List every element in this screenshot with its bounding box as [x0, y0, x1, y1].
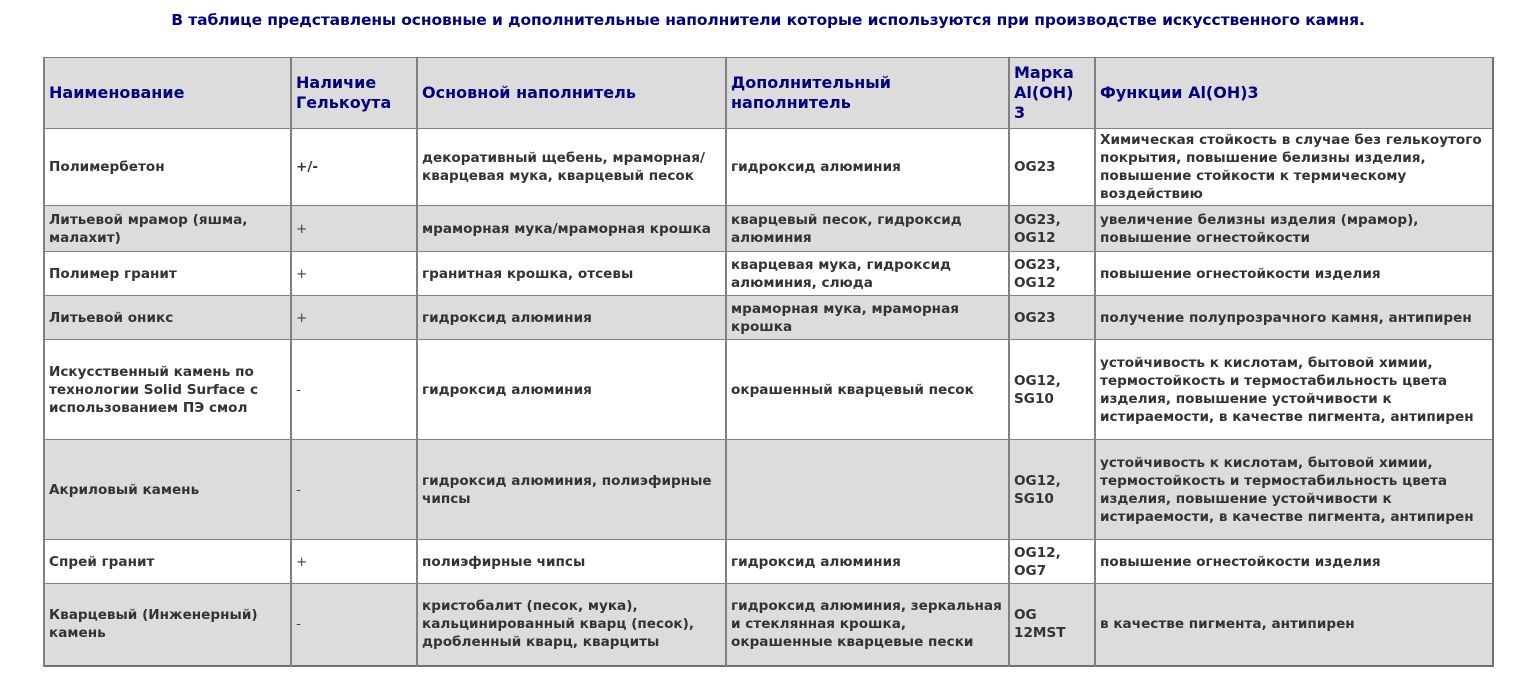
table-row	[44, 340, 1493, 440]
cell-gelcoat: -	[291, 440, 417, 540]
cell-main-filler: гранитная крошка, отсевы	[417, 252, 726, 296]
table-row	[44, 540, 1493, 584]
cell-functions: устойчивость к кислотам, бытовой химии, термостойкость и термостабильность цвета изделия, повышение устойчивости к истираемости, в качестве пигмента, антипирен	[1095, 340, 1493, 440]
cell-name: Литьевой мрамор (яшма, малахит)	[44, 206, 291, 252]
cell-gelcoat: +	[291, 296, 417, 340]
table-header-row	[44, 58, 1493, 129]
header-grade: Марка Al(OH) 3	[1009, 58, 1095, 129]
cell-grade: OG23	[1009, 129, 1095, 206]
cell-main-filler: гидроксид алюминия	[417, 296, 726, 340]
fillers-table	[43, 57, 1494, 667]
cell-name: Кварцевый (Инженерный) камень	[44, 584, 291, 666]
cell-extra-filler: гидроксид алюминия, зеркальная и стеклянная крошка, окрашенные кварцевые пески	[726, 584, 1009, 666]
cell-name: Литьевой оникс	[44, 296, 291, 340]
cell-functions: увеличение белизны изделия (мрамор), повышение огнестойкости	[1095, 206, 1493, 252]
cell-name: Полимербетон	[44, 129, 291, 206]
cell-main-filler: гидроксид алюминия, полиэфирные чипсы	[417, 440, 726, 540]
header-name: Наименование	[44, 58, 291, 129]
cell-name: Полимер гранит	[44, 252, 291, 296]
cell-extra-filler: кварцевая мука, гидроксид алюминия, слюда	[726, 252, 1009, 296]
cell-extra-filler: гидроксид алюминия	[726, 540, 1009, 584]
cell-extra-filler	[726, 440, 1009, 540]
cell-name: Акриловый камень	[44, 440, 291, 540]
cell-extra-filler: мраморная мука, мраморная крошка	[726, 296, 1009, 340]
cell-grade: OG 12MST	[1009, 584, 1095, 666]
cell-functions: повышение огнестойкости изделия	[1095, 540, 1493, 584]
table-row	[44, 252, 1493, 296]
cell-extra-filler: кварцевый песок, гидроксид алюминия	[726, 206, 1009, 252]
table-row	[44, 440, 1493, 540]
cell-gelcoat: +/-	[291, 129, 417, 206]
cell-gelcoat: +	[291, 206, 417, 252]
table-row	[44, 206, 1493, 252]
cell-extra-filler: окрашенный кварцевый песок	[726, 340, 1009, 440]
cell-extra-filler: гидроксид алюминия	[726, 129, 1009, 206]
cell-gelcoat: -	[291, 584, 417, 666]
cell-gelcoat: -	[291, 340, 417, 440]
cell-main-filler: гидроксид алюминия	[417, 340, 726, 440]
cell-name: Искусственный камень по технологии Solid Surface с использованием ПЭ смол	[44, 340, 291, 440]
header-extra-filler: Дополнительный наполнитель	[726, 58, 1009, 129]
cell-main-filler: мраморная мука/мраморная крошка	[417, 206, 726, 252]
cell-functions: Химическая стойкость в случае без гелькоутого покрытия, повышение белизны изделия, повышение стойкости к термическому воздействию	[1095, 129, 1493, 206]
cell-functions: устойчивость к кислотам, бытовой химии, термостойкость и термостабильность цвета изделия, повышение устойчивости к истираемости, в качестве пигмента, антипирен	[1095, 440, 1493, 540]
intro-heading: В таблице представлены основные и дополнительные наполнители которые используются при производстве искусственного камня.	[171, 11, 1365, 29]
cell-gelcoat: +	[291, 252, 417, 296]
cell-grade: OG23	[1009, 296, 1095, 340]
cell-main-filler: кристобалит (песок, мука), кальцинированный кварц (песок), дробленный кварц, кварциты	[417, 584, 726, 666]
cell-grade: OG23, OG12	[1009, 206, 1095, 252]
header-gelcoat: Наличие Гелькоута	[291, 58, 417, 129]
table-row	[44, 296, 1493, 340]
cell-grade: OG23, OG12	[1009, 252, 1095, 296]
header-functions: Функции Al(OH)3	[1095, 58, 1493, 129]
cell-grade: OG12, OG7	[1009, 540, 1095, 584]
cell-main-filler: полиэфирные чипсы	[417, 540, 726, 584]
cell-grade: OG12, SG10	[1009, 340, 1095, 440]
header-main-filler: Основной наполнитель	[417, 58, 726, 129]
cell-functions: в качестве пигмента, антипирен	[1095, 584, 1493, 666]
cell-grade: OG12, SG10	[1009, 440, 1095, 540]
table-row	[44, 129, 1493, 206]
cell-functions: повышение огнестойкости изделия	[1095, 252, 1493, 296]
cell-main-filler: декоративный щебень, мраморная/кварцевая мука, кварцевый песок	[417, 129, 726, 206]
cell-gelcoat: +	[291, 540, 417, 584]
table-row	[44, 584, 1493, 666]
cell-name: Спрей гранит	[44, 540, 291, 584]
cell-functions: получение полупрозрачного камня, антипирен	[1095, 296, 1493, 340]
